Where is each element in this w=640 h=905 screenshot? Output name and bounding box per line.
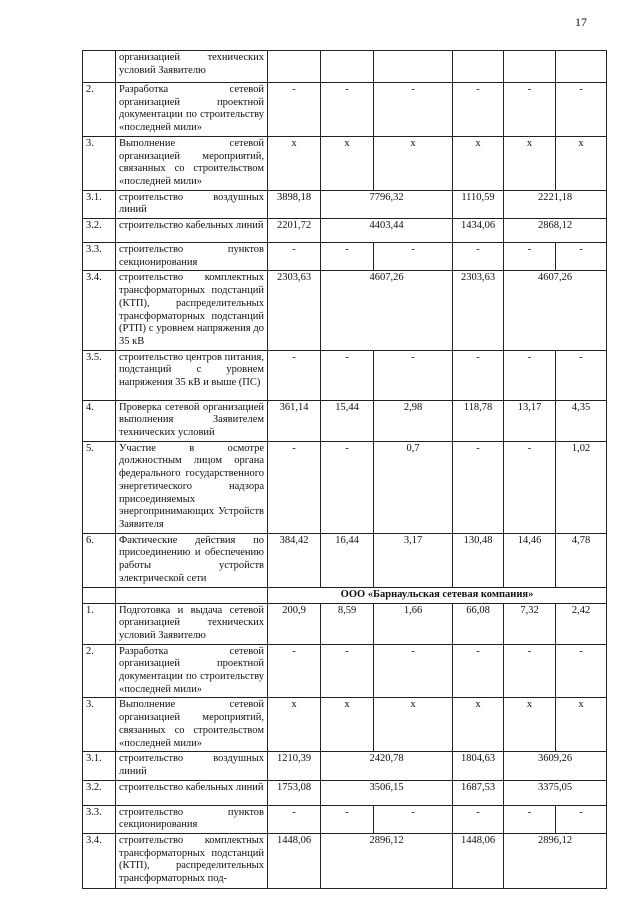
row-description: строительство пунктов секционирования [116,805,268,833]
table-row [83,219,607,243]
row-description: Разработка сетевой организацией проектной документации по строительству «последней мили» [116,83,268,137]
value-cell: - [374,83,453,137]
value-cell: 7796,32 [321,190,453,218]
row-number: 3.1. [83,752,116,780]
tariff-table [82,50,607,889]
value-cell: 4403,44 [321,219,453,243]
row-description: Выполнение сетевой организацией мероприятий, связанных со строительством «последней мили» [116,136,268,190]
table-body-top [83,51,607,588]
value-cell: x [321,136,374,190]
row-number: 4. [83,400,116,441]
value-cell: 4,35 [556,400,607,441]
value-cell: - [556,805,607,833]
table-row [83,805,607,833]
value-cell: 1753,08 [268,780,321,805]
value-cell: - [321,644,374,698]
value-cell: - [504,83,556,137]
value-cell: 2201,72 [268,219,321,243]
value-cell: - [453,350,504,400]
value-cell: - [321,441,374,533]
row-number: 3.1. [83,190,116,218]
value-cell: 7,32 [504,603,556,644]
value-cell: 2896,12 [321,834,453,889]
section-desc-cell [116,587,268,603]
value-cell: - [453,243,504,271]
row-description: Подготовка и выдача сетевой организацией технических условий Заявителю [116,603,268,644]
table-row [83,441,607,533]
table-row [83,136,607,190]
value-cell: 4607,26 [321,271,453,350]
value-cell: 1687,53 [453,780,504,805]
row-number: 3.2. [83,780,116,805]
row-description: Участие в осмотре должностным лицом органа федерального государственного энергетического надзора присоединяемых энергопринимающих Устройств Заявителя [116,441,268,533]
value-cell: 8,59 [321,603,374,644]
value-cell: 13,17 [504,400,556,441]
value-cell: x [321,698,374,752]
row-number: 3.4. [83,834,116,889]
table-body-bottom [83,603,607,889]
row-number: 3.2. [83,219,116,243]
value-cell: - [504,350,556,400]
value-cell: 3506,15 [321,780,453,805]
table-row [83,603,607,644]
row-description: Фактические действия по присоединению и обеспечению работы устройств электрической сети [116,533,268,587]
row-number [83,51,116,83]
table-row [83,834,607,889]
value-cell: 2,42 [556,603,607,644]
value-cell [453,51,504,83]
value-cell: x [504,698,556,752]
row-number: 6. [83,533,116,587]
value-cell: x [268,698,321,752]
value-cell: - [374,805,453,833]
row-number: 3.3. [83,243,116,271]
section-header-row [83,587,607,603]
value-cell: 2,98 [374,400,453,441]
value-cell: x [268,136,321,190]
value-cell: 66,08 [453,603,504,644]
table-row [83,780,607,805]
value-cell: x [556,698,607,752]
value-cell [556,51,607,83]
value-cell: - [374,644,453,698]
table-row [83,190,607,218]
value-cell: - [374,350,453,400]
value-cell: 0,7 [374,441,453,533]
value-cell: 384,42 [268,533,321,587]
value-cell: - [268,243,321,271]
table-row [83,243,607,271]
row-description: Проверка сетевой организацией выполнения Заявителем технических условий [116,400,268,441]
row-number: 3. [83,136,116,190]
value-cell: 361,14 [268,400,321,441]
value-cell: 3375,05 [504,780,607,805]
value-cell: - [453,441,504,533]
value-cell: - [268,441,321,533]
value-cell: - [321,83,374,137]
table-row [83,644,607,698]
value-cell: - [556,350,607,400]
value-cell: 200,9 [268,603,321,644]
row-number: 2. [83,644,116,698]
value-cell: - [453,83,504,137]
row-description: строительство комплектных трансформаторных подстанций (КТП), распределительных трансформаторных под- [116,834,268,889]
value-cell: 1110,59 [453,190,504,218]
row-description: строительство кабельных линий [116,780,268,805]
value-cell [504,51,556,83]
value-cell: 15,44 [321,400,374,441]
value-cell: x [453,698,504,752]
table-row [83,698,607,752]
value-cell: - [268,350,321,400]
table-row [83,83,607,137]
row-number: 2. [83,83,116,137]
value-cell: 2303,63 [453,271,504,350]
value-cell [268,51,321,83]
value-cell: 1448,06 [268,834,321,889]
row-number: 3.3. [83,805,116,833]
value-cell: - [268,644,321,698]
value-cell: - [556,243,607,271]
row-number: 1. [83,603,116,644]
value-cell: - [268,83,321,137]
value-cell: 130,48 [453,533,504,587]
row-description: строительство пунктов секционирования [116,243,268,271]
table-row [83,533,607,587]
value-cell: - [453,644,504,698]
value-cell: 3898,18 [268,190,321,218]
value-cell: x [453,136,504,190]
row-description: организацией технических условий Заявителю [116,51,268,83]
row-description: строительство центров питания, подстанций с уровнем напряжения 35 кВ и выше (ПС) [116,350,268,400]
value-cell: 2420,78 [321,752,453,780]
table-row [83,752,607,780]
row-number: 3.5. [83,350,116,400]
value-cell: 3609,26 [504,752,607,780]
value-cell: 1434,06 [453,219,504,243]
table-row [83,51,607,83]
value-cell: 4,78 [556,533,607,587]
value-cell: 4607,26 [504,271,607,350]
table-row [83,400,607,441]
value-cell: - [268,805,321,833]
row-description: строительство кабельных линий [116,219,268,243]
value-cell: 118,78 [453,400,504,441]
value-cell: 3,17 [374,533,453,587]
value-cell: 16,44 [321,533,374,587]
value-cell: 14,46 [504,533,556,587]
value-cell: 1,02 [556,441,607,533]
row-description: строительство комплектных трансформаторных подстанций (КТП), распределительных трансформаторных подстанций (РТП) с уровнем напряжения до 35 кВ [116,271,268,350]
value-cell: - [504,441,556,533]
value-cell: - [321,243,374,271]
value-cell: - [556,644,607,698]
section-num-cell [83,587,116,603]
row-description: строительство воздушных линий [116,752,268,780]
value-cell: x [374,698,453,752]
row-description: Разработка сетевой организацией проектной документации по строительству «последней мили» [116,644,268,698]
value-cell [374,51,453,83]
row-number: 5. [83,441,116,533]
value-cell: - [504,243,556,271]
value-cell: - [453,805,504,833]
value-cell: - [321,350,374,400]
section-title: ООО «Барнаульская сетевая компания» [268,587,607,603]
value-cell: 2868,12 [504,219,607,243]
row-number: 3. [83,698,116,752]
value-cell [321,51,374,83]
value-cell: x [556,136,607,190]
value-cell: 2896,12 [504,834,607,889]
value-cell: - [321,805,374,833]
table-row [83,350,607,400]
value-cell: 2303,63 [268,271,321,350]
value-cell: x [374,136,453,190]
row-description: Выполнение сетевой организацией мероприятий, связанных со строительством «последней мили» [116,698,268,752]
value-cell: - [374,243,453,271]
value-cell: 1448,06 [453,834,504,889]
value-cell: - [504,644,556,698]
value-cell: 1210,39 [268,752,321,780]
value-cell: 1804,63 [453,752,504,780]
value-cell: x [504,136,556,190]
row-description: строительство воздушных линий [116,190,268,218]
value-cell: - [504,805,556,833]
page-number: 17 [575,15,587,29]
value-cell: - [556,83,607,137]
value-cell: 1,66 [374,603,453,644]
value-cell: 2221,18 [504,190,607,218]
section-header [83,587,607,603]
table-row [83,271,607,350]
row-number: 3.4. [83,271,116,350]
